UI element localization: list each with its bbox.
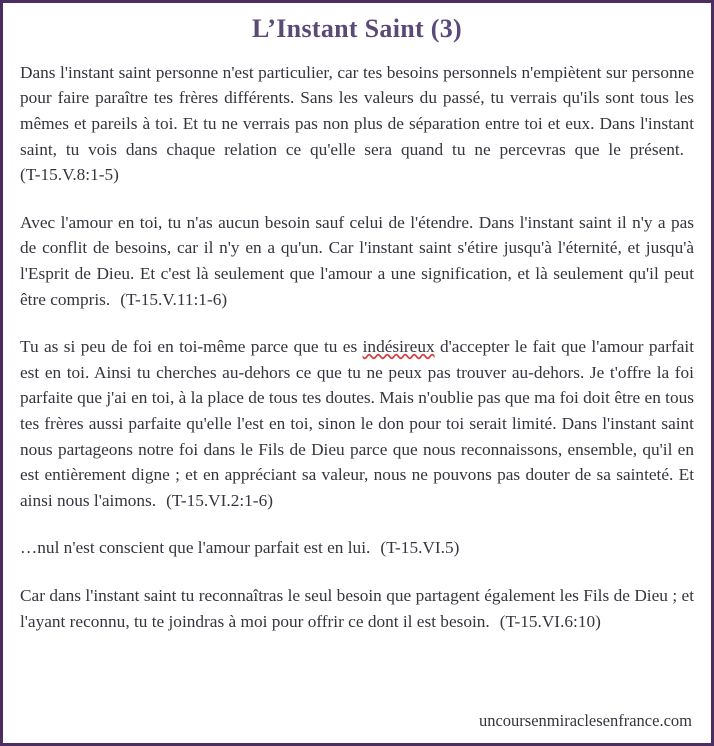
paragraph-3-text-before: Tu as si peu de foi en toi-même parce que tu es bbox=[20, 337, 363, 357]
paragraph-1-citation: (T-15.V.8:1-5) bbox=[20, 165, 119, 185]
paragraph-1-text: Dans l'instant saint personne n'est particulier, car tes besoins personnels n'empiètent sur personne pour faire paraître tes frères différents. Sans les valeurs du passé, tu verrais qu'ils sont tous les mêmes et pareils à toi. Et tu ne verrais pas non plus de séparation entre toi et eux. Dans l'instant saint, tu vois dans chaque relation ce qu'elle sera quand tu ne percevras que le présent. bbox=[20, 62, 694, 159]
paragraph-5-citation: (T-15.VI.6:10) bbox=[499, 611, 601, 631]
paragraph-4-citation: (T-15.VI.5) bbox=[380, 538, 460, 558]
paragraph-2-citation: (T-15.V.11:1-6) bbox=[120, 289, 228, 309]
paragraph-3 bbox=[20, 334, 694, 513]
paragraph-3-citation: (T-15.VI.2:1-6) bbox=[166, 490, 273, 510]
page-title: L’Instant Saint (3) bbox=[252, 14, 462, 43]
paragraph-4 bbox=[20, 535, 694, 561]
paragraph-5 bbox=[20, 583, 694, 634]
paragraph-5-text: Car dans l'instant saint tu reconnaîtras le seul besoin que partagent également les Fils de Dieu ; et l'ayant reconnu, tu te joindras à moi pour offrir ce dont il est besoin. bbox=[20, 585, 694, 631]
document-content-area bbox=[3, 3, 711, 743]
paragraph-2 bbox=[20, 210, 694, 312]
paragraph-4-text: …nul n'est conscient que l'amour parfait est en lui. bbox=[20, 538, 371, 558]
paragraph-3-text-after: d'accepter le fait que l'amour parfait est en toi. Ainsi tu cherches au-dehors ce que tu ne peux pas trouver au-dehors. Je t'offre la foi parfaite que j'ai en toi, à la place de tous tes doutes. Mais n'oublie pas que ma foi doit être en tous tes frères aussi parfaite qu'elle l'est en toi, sinon le don pour toi serait limité. Dans l'instant saint nous partageons notre foi dans le Fils de Dieu parce que nous reconnaissons, ensemble, qu'il en est entièrement digne ; et en appréciant sa valeur, nous ne pouvons pas douter de sa sainteté. Et ainsi nous l'aimons. bbox=[20, 337, 694, 510]
paragraph-1 bbox=[20, 60, 694, 188]
misspelled-word[interactable]: indésireux bbox=[362, 337, 435, 357]
paragraph-2-text: Avec l'amour en toi, tu n'as aucun besoin sauf celui de l'étendre. Dans l'instant saint il n'y a pas de conflit de besoins, car il n'y en a qu'un. Car l'instant saint s'étire jusqu'à l'éternité, et jusqu'à l'Esprit de Dieu. Et c'est là seulement que l'amour a une signification, et là seulement qu'il peut être compris. bbox=[20, 212, 694, 309]
footer-website: uncoursenmiraclesenfrance.com bbox=[478, 711, 692, 730]
document-body bbox=[20, 60, 694, 634]
